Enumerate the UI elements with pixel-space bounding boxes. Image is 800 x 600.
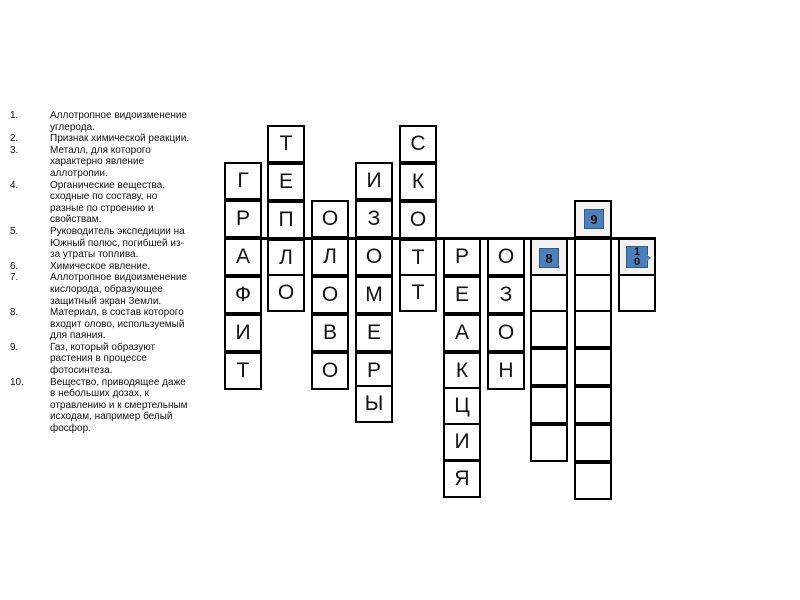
crossword-cell[interactable]: Ы [355,385,393,423]
clue-item: 2. Признак химической реакции. [10,133,190,145]
crossword-cell[interactable]: Т [399,274,437,312]
crossword-cell[interactable] [618,274,656,312]
crossword-cell[interactable] [574,424,612,462]
crossword-cell[interactable]: Т [224,352,262,390]
crossword-cell[interactable]: Я [443,460,481,498]
crossword-cell[interactable]: О [311,200,349,238]
clue-item: 9. Газ, который образуют растения в процессе фотосинтеза. [10,341,156,377]
number-badge-8: 8 [539,248,559,268]
crossword-cell[interactable]: И [355,162,393,200]
crossword-cell[interactable]: З [355,200,393,238]
crossword-cell[interactable]: Е [355,314,393,352]
crossword-cell[interactable]: К [443,352,481,390]
crossword-cell[interactable]: Т [399,239,437,277]
crossword-cell[interactable]: К [399,163,437,201]
crossword-cell[interactable] [530,386,568,424]
crossword-cell[interactable]: О [355,238,393,276]
crossword-cell[interactable] [574,274,612,312]
crossword-cell[interactable]: Т [267,125,305,163]
crossword-cell[interactable]: И [443,423,481,461]
crossword-cell[interactable]: Ц [443,387,481,425]
clue-item: 1. Аллотропное видоизменение углерода. [10,110,187,133]
crossword-cell[interactable] [530,424,568,462]
crossword-cell[interactable]: Г [224,162,262,200]
clue-item: 10. Вещество, приводящее даже в небольших дозах, к отравлению и к смертельным исходам, например белый фосфор. [10,376,188,435]
clue-item: 8. Материал, в состав которого входит олово, используемый для паяния. [10,307,185,342]
crossword-cell[interactable]: О [487,314,525,352]
crossword-cell[interactable]: О [311,352,349,390]
crossword-cell[interactable] [530,348,568,386]
crossword-cell[interactable]: Р [224,200,262,238]
clue-item: 6. Химическое явление. [10,260,151,272]
number-badge-10: 1 0 [626,246,648,268]
crossword-cell[interactable]: А [224,238,262,276]
crossword-cell[interactable]: Ф [224,276,262,314]
number-badge-9: 9 [584,209,604,229]
crossword-cell[interactable] [574,348,612,386]
crossword-cell[interactable]: О [399,201,437,239]
crossword-cell[interactable] [530,310,568,348]
clue-item: 3. Металл, для которого характерно явление аллотропии. [10,144,151,179]
crossword-cell[interactable]: И [224,314,262,352]
crossword-cell[interactable]: Р [355,352,393,390]
clue-item: 7. Аллотропное видоизменение кислорода, образующее защитный экран Земли. [10,272,187,307]
crossword-cell[interactable] [574,238,612,276]
crossword-cell[interactable]: З [487,276,525,314]
crossword-cell[interactable] [574,310,612,348]
arrow-right-icon [643,252,651,264]
crossword-cell[interactable]: Н [487,352,525,390]
crossword-cell[interactable]: Л [267,239,305,277]
crossword-cell[interactable]: Е [267,163,305,201]
crossword-cell[interactable]: В [311,314,349,352]
crossword-cell[interactable]: С [399,125,437,163]
crossword-cell[interactable]: Р [443,238,481,276]
clue-item: 4. Органические вещества, сходные по составу, но разные по строению и свойствам. [10,179,166,226]
clue-item: 5. Руководитель экспедиции на Южный полюс, погибшей из-за утраты топлива. [10,225,185,261]
crossword-cell[interactable]: Е [443,276,481,314]
crossword-cell[interactable]: П [267,201,305,239]
crossword-cell[interactable]: О [311,276,349,314]
crossword-cell[interactable]: Л [311,238,349,276]
crossword-cell[interactable]: О [267,274,305,312]
crossword-cell[interactable] [574,462,612,500]
crossword-cell[interactable]: О [487,238,525,276]
crossword-cell[interactable] [574,386,612,424]
crossword-cell[interactable]: М [355,276,393,314]
crossword-cell[interactable] [530,274,568,312]
crossword-cell[interactable]: А [443,314,481,352]
